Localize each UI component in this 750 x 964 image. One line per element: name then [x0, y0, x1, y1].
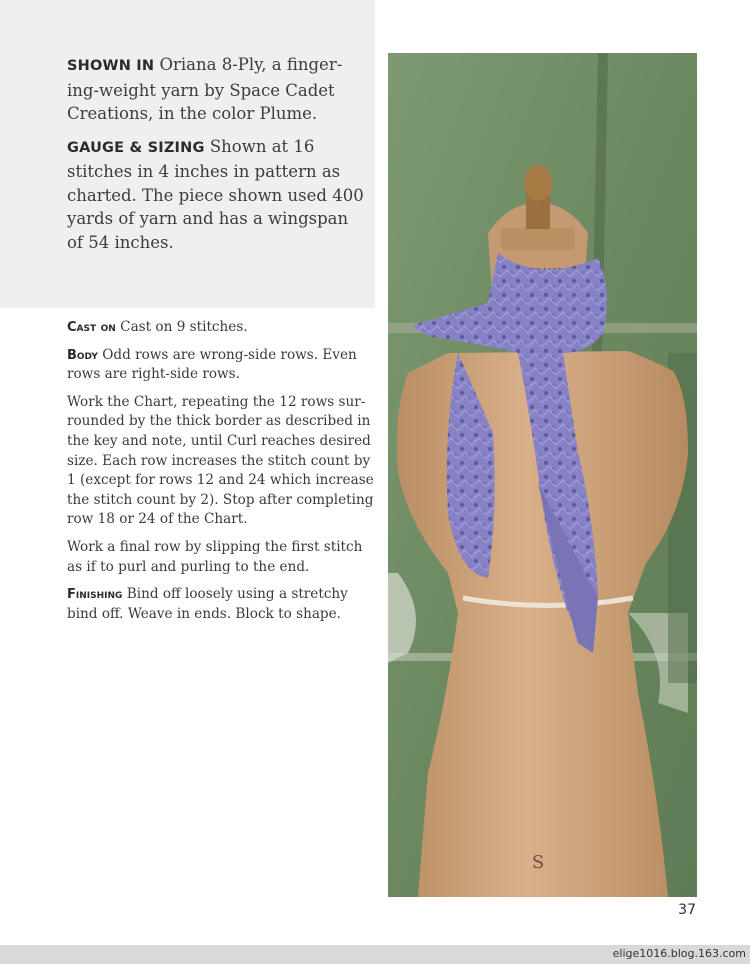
body-paragraph	[67, 346, 377, 385]
cast-on-paragraph	[67, 318, 377, 338]
shown-in-paragraph	[67, 53, 367, 126]
info-box-text	[67, 53, 367, 263]
chart-paragraph: Work the Chart, repeating the 12 rows sur-rounded by the thick border as described in the key and note, until Curl reaches desired size. Each row increases the stitch count by 1 (except for rows 12 and 24 which increase the stitch count by 2). Stop after completing row 18 or 24 of the Chart.	[67, 393, 374, 528]
finishing-text: Bind off loosely using a stretchy bind off. Weave in ends. Block to shape.	[67, 586, 348, 622]
body-text: Odd rows are wrong-side rows. Even rows are right-side rows.	[67, 346, 357, 383]
shown-in-heading: SHOWN IN	[67, 58, 155, 74]
mannequin-letter: S	[531, 852, 545, 873]
instructions	[67, 318, 377, 632]
cast-on-text: Cast on 9 stitches.	[115, 319, 248, 335]
body-heading: Body	[67, 347, 98, 363]
gauge-heading: GAUGE & SIZING	[67, 139, 205, 156]
shown-in-text: Oriana 8-Ply, a finger-ing-weight yarn by Space Cadet Creations, in the color Plume.	[67, 55, 343, 123]
mannequin-illustration	[388, 53, 697, 897]
page-number: 37	[678, 902, 696, 918]
scarf-photo	[388, 53, 697, 897]
cast-on-heading: Cast on	[67, 320, 116, 335]
gauge-paragraph	[67, 135, 367, 255]
finishing-heading: Finishing	[67, 587, 123, 603]
finishing-paragraph	[67, 585, 377, 624]
final-row-paragraph: Work a final row by slipping the first stitch as if to purl and purling to the end.	[67, 538, 363, 575]
watermark: elige1016.blog.163.com	[612, 947, 746, 960]
gauge-text: Shown at 16 stitches in 4 inches in pattern as charted. The piece shown used 400 yards of yarn and has a wingspan of 54 inches.	[67, 136, 364, 252]
